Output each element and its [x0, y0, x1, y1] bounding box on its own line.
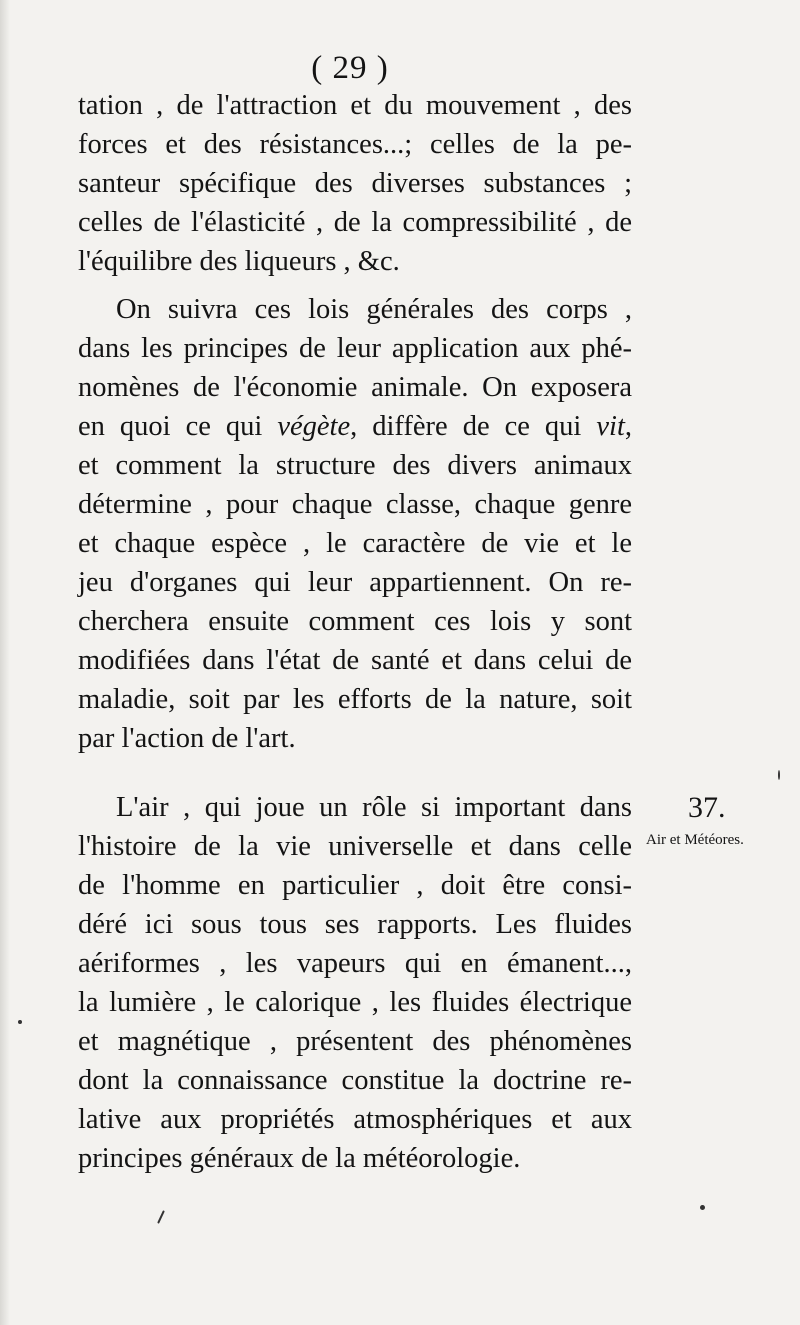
- text-line: l'équilibre des liqueurs , &c.: [78, 246, 400, 277]
- text-run: en quoi ce qui: [78, 411, 278, 442]
- text-line: santeur spécifique des diverses substances ;: [78, 168, 632, 199]
- text-run: , diffère de ce qui: [350, 411, 597, 442]
- page-number: ( 29 ): [311, 50, 389, 86]
- italic-word-vit: vit: [596, 411, 625, 442]
- italic-word-vegete: végète: [277, 411, 351, 442]
- margin-note: Air et Météores.: [646, 832, 744, 848]
- text-line: forces et des résistances...; celles de la pe-: [78, 129, 632, 160]
- text-line: nomènes de l'économie animale. On exposera: [78, 372, 632, 403]
- ink-speck: [18, 1020, 22, 1024]
- text-line: dont la connaissance constitue la doctrine re-: [78, 1065, 632, 1096]
- text-line: et comment la structure des divers animaux: [78, 450, 632, 481]
- text-line: celles de l'élasticité , de la compressibilité , de: [78, 207, 632, 238]
- text-line: et magnétique , présentent des phénomènes: [78, 1026, 632, 1057]
- text-line: de l'homme en particulier , doit être consi-: [78, 870, 632, 901]
- text-line: l'histoire de la vie universelle et dans celle: [78, 831, 632, 862]
- text-line: la lumière , le calorique , les fluides électrique: [78, 987, 632, 1018]
- text-line: aériformes , les vapeurs qui en émanent...,: [78, 948, 632, 979]
- text-line: dans les principes de leur application aux phé-: [78, 333, 632, 364]
- text-line: On suivra ces lois générales des corps ,: [116, 294, 632, 325]
- text-line: principes généraux de la météorologie.: [78, 1143, 521, 1174]
- ink-speck: [157, 1210, 165, 1224]
- paragraph-1: [78, 86, 632, 281]
- text-line: lative aux propriétés atmosphériques et aux: [78, 1104, 632, 1135]
- text-line: et chaque espèce , le caractère de vie et le: [78, 528, 632, 559]
- text-line: [78, 407, 632, 446]
- margin-section-number: 37.: [688, 791, 726, 824]
- text-line: cherchera ensuite comment ces lois y sont: [78, 606, 632, 637]
- text-line: L'air , qui joue un rôle si important dans: [116, 792, 632, 823]
- text-line: détermine , pour chaque classe, chaque genre: [78, 489, 632, 520]
- text-line: par l'action de l'art.: [78, 723, 296, 754]
- text-line: déré ici sous tous ses rapports. Les fluides: [78, 909, 632, 940]
- paragraph-2: [78, 290, 632, 758]
- ink-speck: [700, 1205, 705, 1210]
- text-line: modifiées dans l'état de santé et dans celui de: [78, 645, 632, 676]
- page-edge: [0, 0, 10, 1325]
- text-line: maladie, soit par les efforts de la nature, soit: [78, 684, 632, 715]
- ink-speck: [778, 770, 780, 780]
- text-run: ,: [624, 411, 632, 442]
- text-line: tation , de l'attraction et du mouvement , des: [78, 90, 632, 121]
- text-line: jeu d'organes qui leur appartiennent. On re-: [78, 567, 632, 598]
- paragraph-3: [78, 788, 632, 1178]
